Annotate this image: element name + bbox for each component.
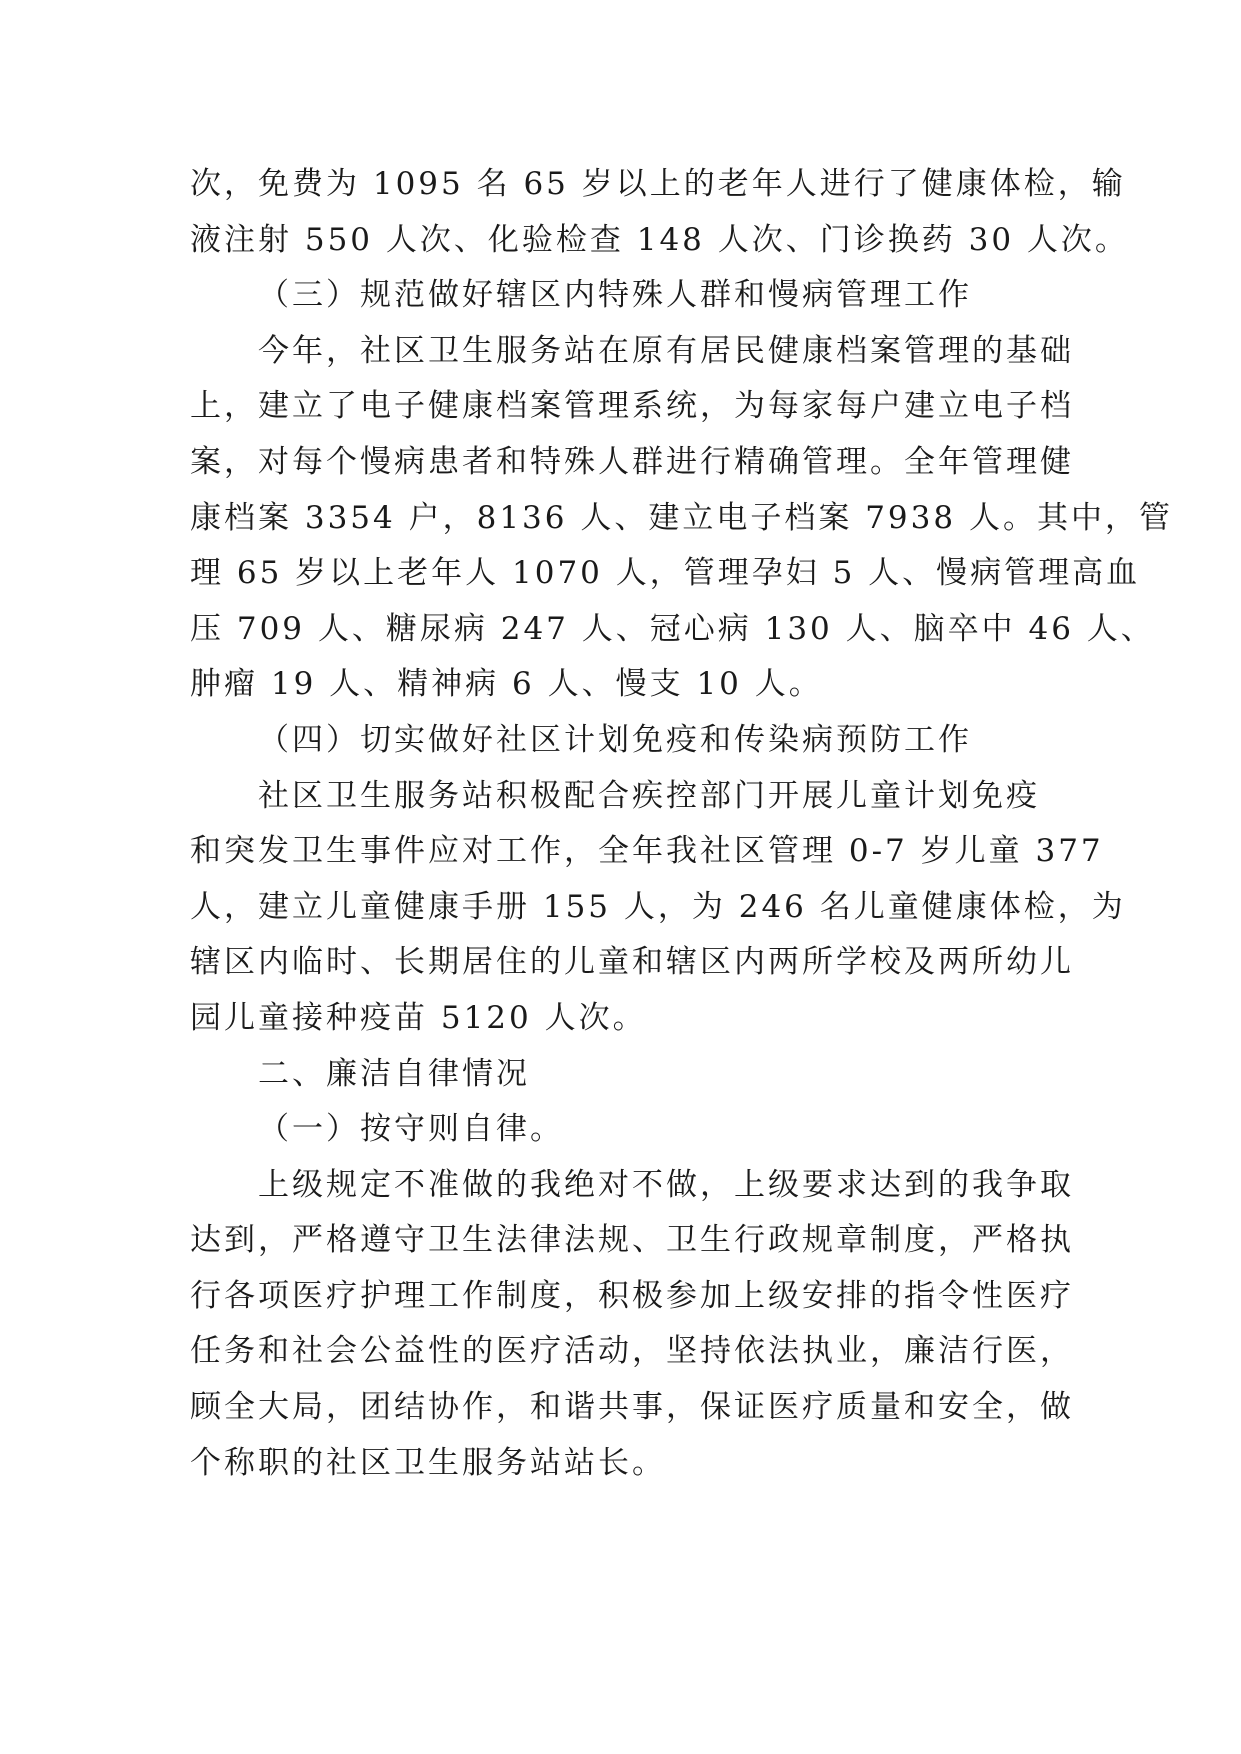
text-line: 康档案 3354 户，8136 人、建立电子档案 7938 人。其中，管 [190,499,1173,536]
text-line: 今年，社区卫生服务站在原有居民健康档案管理的基础 [258,332,1074,369]
text-line: 园儿童接种疫苗 5120 人次。 [190,999,647,1036]
text-line: 顾全大局，团结协作，和谐共事，保证医疗质量和安全，做 [190,1389,1074,1426]
text-line: 压 709 人、糖尿病 247 人、冠心病 130 人、脑卒中 46 人、 [190,610,1155,647]
text-line: 任务和社会公益性的医疗活动，坚持依法执业，廉洁行医， [190,1333,1074,1370]
text-line: 个称职的社区卫生服务站站长。 [190,1444,666,1481]
document-body [190,157,1173,1491]
text-line: 肿瘤 19 人、精神病 6 人、慢支 10 人。 [190,666,823,703]
section-heading: 二、廉洁自律情况 [258,1055,530,1092]
text-line: 行各项医疗护理工作制度，积极参加上级安排的指令性医疗 [190,1277,1074,1314]
text-line: 理 65 岁以上老年人 1070 人，管理孕妇 5 人、慢病管理高血 [190,555,1141,592]
text-line: 次，免费为 1095 名 65 岁以上的老年人进行了健康体检，输 [190,166,1126,202]
text-line: 和突发卫生事件应对工作，全年我社区管理 0-7 岁儿童 377 [190,833,1104,870]
section-heading: （四）切实做好社区计划免疫和传染病预防工作 [258,721,972,758]
text-line: 上，建立了电子健康档案管理系统，为每家每户建立电子档 [190,388,1074,425]
text-line: 液注射 550 人次、化验检查 148 人次、门诊换药 30 人次。 [190,221,1129,258]
text-line: 达到，严格遵守卫生法律法规、卫生行政规章制度，严格执 [190,1222,1074,1259]
text-line: 人，建立儿童健康手册 155 人，为 246 名儿童健康体检，为 [190,888,1126,925]
text-line: 辖区内临时、长期居住的儿童和辖区内两所学校及两所幼儿 [190,944,1074,981]
text-line: 社区卫生服务站积极配合疾控部门开展儿童计划免疫 [258,777,1040,814]
section-heading: （三）规范做好辖区内特殊人群和慢病管理工作 [258,277,972,314]
section-heading: （一）按守则自律。 [258,1111,564,1148]
text-line: 案，对每个慢病患者和特殊人群进行精确管理。全年管理健 [190,443,1074,480]
text-line: 上级规定不准做的我绝对不做，上级要求达到的我争取 [258,1166,1074,1203]
